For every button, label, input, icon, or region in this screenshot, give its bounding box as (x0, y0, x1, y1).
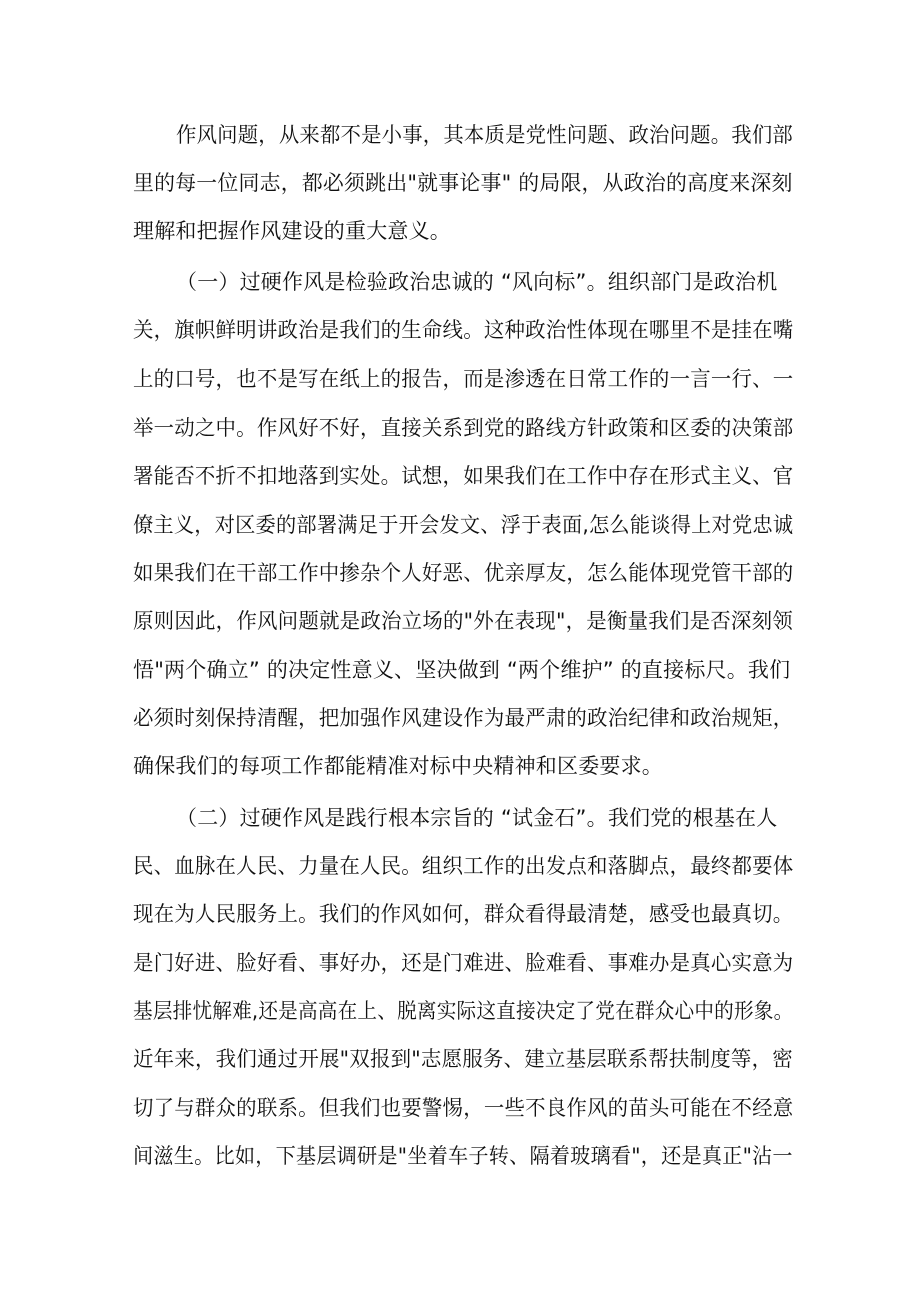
section-heading-line: （一）过硬作风是检验政治忠诚的 “风向标”。组织部门是政治机 (176, 270, 778, 294)
body-line: 基层排忧解难,还是高高在上、脱离实际这直接决定了党在群众心中的形象。 (133, 999, 794, 1023)
intro-line: 作风问题，从来都不是小事，其本质是党性问题、政治问题。我们部 (176, 123, 793, 147)
section-heading-line: （二）过硬作风是践行根本宗旨的 “试金石”。我们党的根基在人 (176, 806, 778, 830)
body-line: 原则因此，作风问题就是政治立场的"外在表现"，是衡量我们是否深刻领 (133, 609, 793, 633)
body-line: 僚主义，对区委的部署满足于开会发文、浮于表面,怎么能谈得上对党忠诚 (133, 513, 794, 537)
body-line: 切了与群众的联系。但我们也要警惕，一些不良作风的苗头可能在不经意 (133, 1096, 794, 1120)
body-line: 民、血脉在人民、力量在人民。组织工作的出发点和落脚点，最终都要体 (133, 854, 794, 878)
body-line: 如果我们在干部工作中掺杂个人好恶、优亲厚友，怎么能体现党管干部的 (133, 561, 794, 585)
body-line: 必须时刻保持清醒，把加强作风建设作为最严肃的政治纪律和政治规矩， (133, 706, 794, 730)
body-line: 署能否不折不扣地落到实处。试想，如果我们在工作中存在形式主义、官 (133, 464, 794, 488)
body-line: 悟"两个确立” 的决定性意义、坚决做到 “两个维护” 的直接标尺。我们 (133, 658, 791, 682)
body-line: 关，旗帜鲜明讲政治是我们的生命线。这种政治性体现在哪里不是挂在嘴 (133, 318, 794, 342)
body-line: 举一动之中。作风好不好，直接关系到党的路线方针政策和区委的决策部 (133, 416, 794, 440)
intro-line: 里的每一位同志，都必须跳出"就事论事" 的局限，从政治的高度来深刻 (133, 171, 793, 195)
body-line: 近年来，我们通过开展"双报到"志愿服务、建立基层联系帮扶制度等，密 (133, 1047, 793, 1071)
body-line: 间滋生。比如，下基层调研是"坐着车子转、隔着玻璃看"，还是真正"沾一 (133, 1144, 793, 1168)
body-line: 上的口号，也不是写在纸上的报告，而是渗透在日常工作的一言一行、一 (133, 367, 794, 391)
body-line: 是门好进、脸好看、事好办，还是门难进、脸难看、事难办是真心实意为 (133, 951, 794, 975)
body-line: 确保我们的每项工作都能精准对标中央精神和区委要求。 (133, 754, 663, 778)
intro-line: 理解和把握作风建设的重大意义。 (133, 219, 451, 243)
body-line: 现在为人民服务上。我们的作风如何，群众看得最清楚，感受也最真切。 (133, 902, 794, 926)
